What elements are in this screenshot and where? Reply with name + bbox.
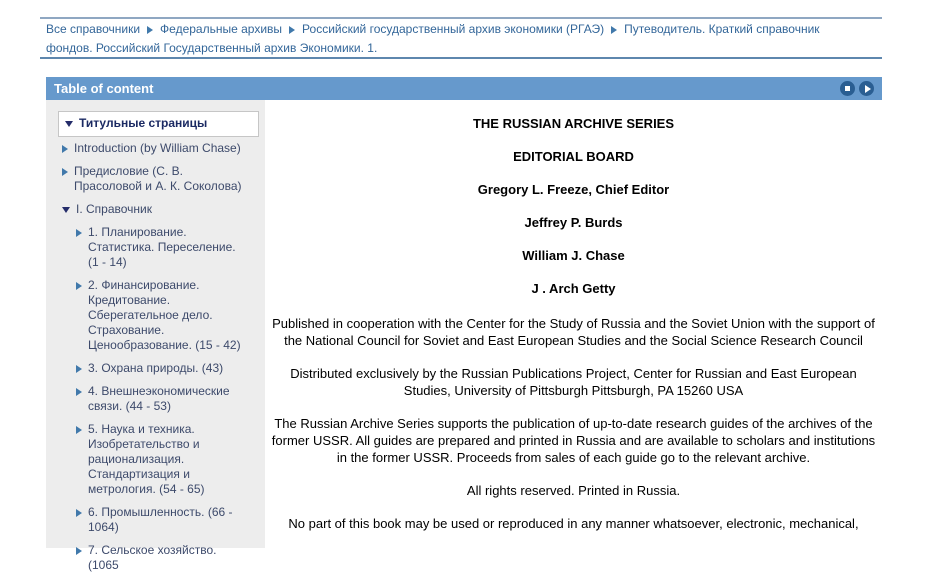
toc-item-label: Introduction (by William Chase) xyxy=(74,141,241,155)
triangle-right-icon[interactable] xyxy=(76,282,82,290)
triangle-down-icon[interactable] xyxy=(65,121,73,127)
triangle-right-icon[interactable] xyxy=(76,509,82,517)
stop-square-icon xyxy=(845,86,850,91)
series-title: THE RUSSIAN ARCHIVE SERIES xyxy=(472,116,675,131)
toc-sidebar xyxy=(46,100,265,572)
toc-item-3-ohrana-prirody[interactable] xyxy=(46,361,265,376)
expand-panel-button[interactable] xyxy=(859,81,874,96)
toc-item-spravochnik[interactable] xyxy=(46,202,265,217)
breadcrumb-link-federal-archives[interactable]: Федеральные архивы xyxy=(160,22,283,36)
toc-title: Table of content xyxy=(54,81,154,96)
paragraph-distributed: Distributed exclusively by the Russian Publications Project, Center for Russian and East European Studies, University of Pittsburgh Pittsburgh, PA 15260 USA xyxy=(290,366,857,398)
toc-item-label: 2. Финансирование. Кредитование. Сберегательное дело. Страхование. Ценообразование. (15 - 42) xyxy=(88,278,241,352)
toc-item-7-selskoe-hozyaystvo[interactable] xyxy=(46,543,265,573)
top-divider xyxy=(40,17,882,19)
editor-burds: Jeffrey P. Burds xyxy=(524,215,623,230)
breadcrumb-separator-icon xyxy=(611,26,617,34)
toc-item-label: 5. Наука и техника. Изобретательство и рационализация. Стандартизация и метрология. (54 - 65) xyxy=(88,422,205,496)
toc-item-predislovie[interactable] xyxy=(46,164,265,194)
main-content xyxy=(265,100,882,548)
play-arrow-icon xyxy=(865,85,871,93)
paragraph-series-info: The Russian Archive Series supports the publication of up-to-date research guides of the archives of the former USSR. All guides are prepared and printed in Russia and are available to scholars and institutions in the former USSR. Proceeds from sales of each guide go to the relevant archive. xyxy=(271,416,876,465)
triangle-right-icon[interactable] xyxy=(62,145,68,153)
breadcrumb-separator-icon xyxy=(289,26,295,34)
editor-chase: William J. Chase xyxy=(522,248,625,263)
toc-item-1-planirovanie[interactable] xyxy=(46,225,265,270)
breadcrumb-link-rgae[interactable]: Российский государственный архив экономики (РГАЭ) xyxy=(302,22,605,36)
breadcrumb-divider xyxy=(40,57,882,59)
toc-item-label: Титульные страницы xyxy=(79,116,208,130)
editor-getty: J . Arch Getty xyxy=(531,281,616,296)
breadcrumb xyxy=(46,20,858,58)
paragraph-no-part: No part of this book may be used or reproduced in any manner whatsoever, electronic, mechanical, xyxy=(288,516,859,531)
toc-item-4-vneshneekonomicheskie[interactable] xyxy=(46,384,265,414)
paragraph-rights: All rights reserved. Printed in Russia. xyxy=(466,483,681,498)
toc-item-label: 6. Промышленность. (66 - 1064) xyxy=(88,505,233,534)
toc-header-buttons xyxy=(840,81,882,96)
toc-item-label: 4. Внешнеэкономические связи. (44 - 53) xyxy=(88,384,230,413)
chief-editor-line: Gregory L. Freeze, Chief Editor xyxy=(477,182,670,197)
toc-item-label: 3. Охрана природы. (43) xyxy=(88,361,224,375)
breadcrumb-current-page: Путеводитель. Краткий справочник фондов. Российский Государственный архив Экономики. 1. xyxy=(46,22,820,55)
triangle-right-icon[interactable] xyxy=(76,229,82,237)
toc-item-label: 7. Сельское хозяйство. (1065 xyxy=(88,543,217,572)
editorial-board-heading: EDITORIAL BOARD xyxy=(513,149,634,164)
toc-item-6-promyshlennost[interactable] xyxy=(46,505,265,535)
toc-item-5-nauka-i-tehnika[interactable] xyxy=(46,422,265,497)
collapse-all-button[interactable] xyxy=(840,81,855,96)
toc-item-title-pages[interactable] xyxy=(58,111,259,137)
triangle-right-icon[interactable] xyxy=(62,168,68,176)
triangle-right-icon[interactable] xyxy=(76,426,82,434)
paragraph-published: Published in cooperation with the Center for the Study of Russia and the Soviet Union with the support of the National Council for Soviet and East European Studies and the Social Science Research Council xyxy=(272,316,875,348)
triangle-right-icon[interactable] xyxy=(76,388,82,396)
toc-item-label: I. Справочник xyxy=(76,202,152,216)
toc-item-label: 1. Планирование. Статистика. Переселение. (1 - 14) xyxy=(88,225,236,269)
triangle-right-icon[interactable] xyxy=(76,365,82,373)
toc-item-introduction[interactable] xyxy=(46,141,265,156)
toc-item-2-finansirovanie[interactable] xyxy=(46,278,265,353)
triangle-right-icon[interactable] xyxy=(76,547,82,555)
triangle-down-icon[interactable] xyxy=(62,207,70,213)
breadcrumb-separator-icon xyxy=(147,26,153,34)
breadcrumb-link-all-guides[interactable]: Все справочники xyxy=(46,22,141,36)
toc-item-label: Предисловие (С. В. Прасоловой и А. К. Соколова) xyxy=(74,164,242,193)
toc-header-bar xyxy=(46,77,882,100)
